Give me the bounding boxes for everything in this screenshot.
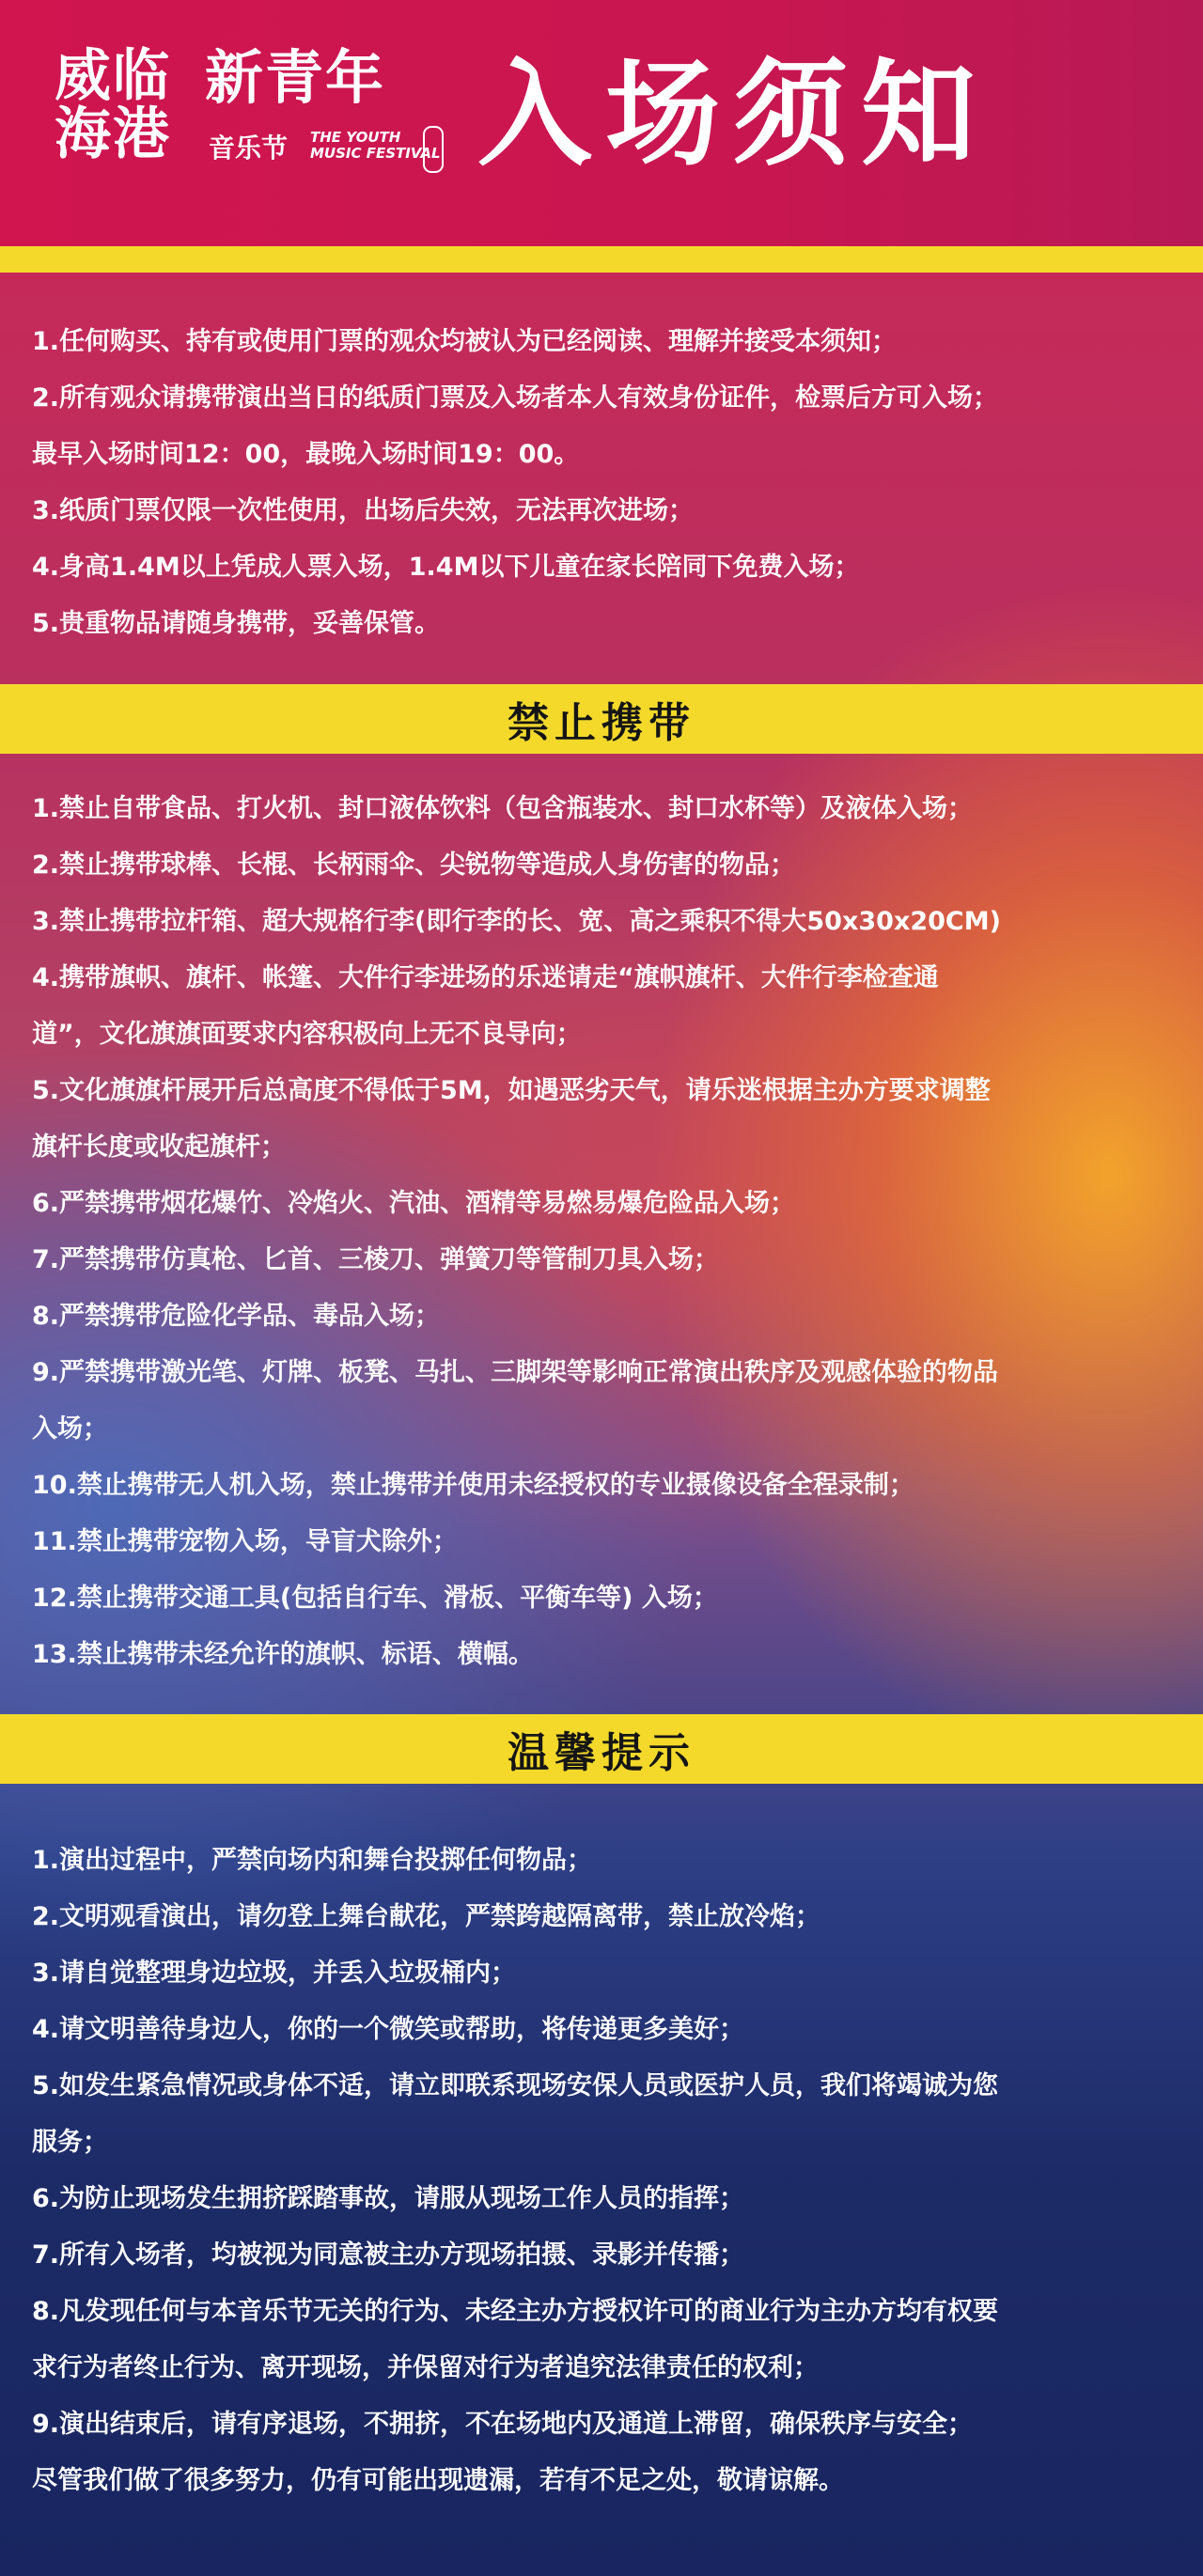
prohibited-list bbox=[32, 781, 1188, 1683]
list-item: 8.严禁携带危险化学品、毒品入场； bbox=[32, 1302, 441, 1331]
list-item: 1.任何购买、持有或使用门票的观众均被认为已经阅读、理解并接受本须知； bbox=[32, 327, 898, 356]
list-item: 6.严禁携带烟花爆竹、冷焰火、汽油、酒精等易燃易爆危险品入场； bbox=[32, 1189, 796, 1218]
intro-list bbox=[32, 314, 1188, 652]
tips-list bbox=[32, 1833, 1188, 2509]
list-item: 旗杆长度或收起旗杆； bbox=[32, 1132, 286, 1162]
list-item: 7.所有入场者，均被视为同意被主办方现场拍摄、录影并传播； bbox=[32, 2240, 745, 2270]
logo-line-1: 威临 bbox=[55, 43, 171, 109]
list-item: 9.严禁携带激光笔、灯牌、板凳、马扎、三脚架等影响正常演出秩序及观感体验的物品 bbox=[32, 1358, 999, 1387]
list-item: 2.文明观看演出，请勿登上舞台献花，严禁跨越隔离带，禁止放冷焰； bbox=[32, 1902, 821, 1931]
list-item: 10.禁止携带无人机入场，禁止携带并使用未经授权的专业摄像设备全程录制； bbox=[32, 1471, 914, 1500]
list-item: 7.严禁携带仿真枪、匕首、三棱刀、弹簧刀等管制刀具入场； bbox=[32, 1245, 720, 1274]
list-item: 4.身高1.4M以上凭成人票入场，1.4M以下儿童在家长陪同下免费入场； bbox=[32, 553, 860, 582]
page-title: 入场须知 bbox=[477, 48, 989, 181]
section-title: 禁止携带 bbox=[508, 699, 695, 747]
list-item: 服务； bbox=[32, 2128, 108, 2157]
header-divider bbox=[0, 246, 1203, 273]
list-item: 入场； bbox=[32, 1414, 108, 1444]
logo-english-line-1: THE YOUTH bbox=[310, 129, 401, 146]
logo-title: 新青年 bbox=[205, 43, 386, 112]
list-item: 道”，文化旗旗面要求内容积极向上无不良导向； bbox=[32, 1020, 582, 1049]
logo-subtitle: 音乐节 bbox=[209, 133, 289, 164]
list-item: 2.禁止携带球棒、长棍、长柄雨伞、尖锐物等造成人身伤害的物品； bbox=[32, 851, 796, 880]
list-item: 求行为者终止行为、离开现场，并保留对行为者追究法律责任的权利； bbox=[32, 2353, 819, 2382]
list-item: 12.禁止携带交通工具(包括自行车、滑板、平衡车等) 入场； bbox=[32, 1584, 718, 1613]
list-item: 6.为防止现场发生拥挤踩踏事故，请服从现场工作人员的指挥； bbox=[32, 2184, 745, 2213]
section-header-tips bbox=[0, 1714, 1203, 1784]
list-item: 4.携带旗帜、旗杆、帐篷、大件行李进场的乐迷请走“旗帜旗杆、大件行李检查通 bbox=[32, 963, 939, 992]
list-item: 5.贵重物品请随身携带，妥善保管。 bbox=[32, 609, 441, 638]
list-item: 1.禁止自带食品、打火机、封口液体饮料（包含瓶装水、封口水杯等）及液体入场； bbox=[32, 794, 974, 823]
list-item: 5.文化旗旗杆展开后总高度不得低于5M，如遇恶劣天气，请乐迷根据主办方要求调整 bbox=[32, 1076, 991, 1105]
section-title: 温馨提示 bbox=[508, 1729, 695, 1777]
header-banner bbox=[0, 0, 1203, 246]
list-item: 3.禁止携带拉杆箱、超大规格行李(即行李的长、宽、高之乘积不得大50x30x20CM) bbox=[32, 907, 1001, 936]
logo-badge-icon bbox=[423, 126, 444, 173]
list-item: 1.演出过程中，严禁向场内和舞台投掷任何物品； bbox=[32, 1846, 593, 1875]
logo-line-2: 海港 bbox=[55, 101, 171, 167]
list-item: 13.禁止携带未经允许的旗帜、标语、横幅。 bbox=[32, 1640, 534, 1669]
list-item: 5.如发生紧急情况或身体不适，请立即联系现场安保人员或医护人员，我们将竭诚为您 bbox=[32, 2071, 999, 2100]
festival-logo-city bbox=[55, 43, 195, 167]
logo-english-line-2: MUSIC FESTIVAL bbox=[310, 145, 441, 162]
list-item: 尽管我们做了很多努力，仍有可能出现遗漏，若有不足之处，敬请谅解。 bbox=[32, 2466, 844, 2495]
section-header-prohibited bbox=[0, 684, 1203, 754]
list-item: 11.禁止携带宠物入场，导盲犬除外； bbox=[32, 1527, 458, 1556]
list-item: 最早入场时间12：00，最晚入场时间19：00。 bbox=[32, 440, 580, 469]
list-item: 4.请文明善待身边人，你的一个微笑或帮助，将传递更多美好； bbox=[32, 2015, 745, 2044]
list-item: 9.演出结束后，请有序退场，不拥挤，不在场地内及通道上滞留，确保秩序与安全； bbox=[32, 2410, 974, 2439]
list-item: 3.纸质门票仅限一次性使用，出场后失效，无法再次进场； bbox=[32, 496, 695, 525]
list-item: 8.凡发现任何与本音乐节无关的行为、未经主办方授权许可的商业行为主办方均有权要 bbox=[32, 2297, 999, 2326]
list-item: 3.请自觉整理身边垃圾，并丢入垃圾桶内； bbox=[32, 1959, 517, 1988]
list-item: 2.所有观众请携带演出当日的纸质门票及入场者本人有效身份证件，检票后方可入场； bbox=[32, 383, 999, 413]
logo-english bbox=[310, 130, 441, 162]
